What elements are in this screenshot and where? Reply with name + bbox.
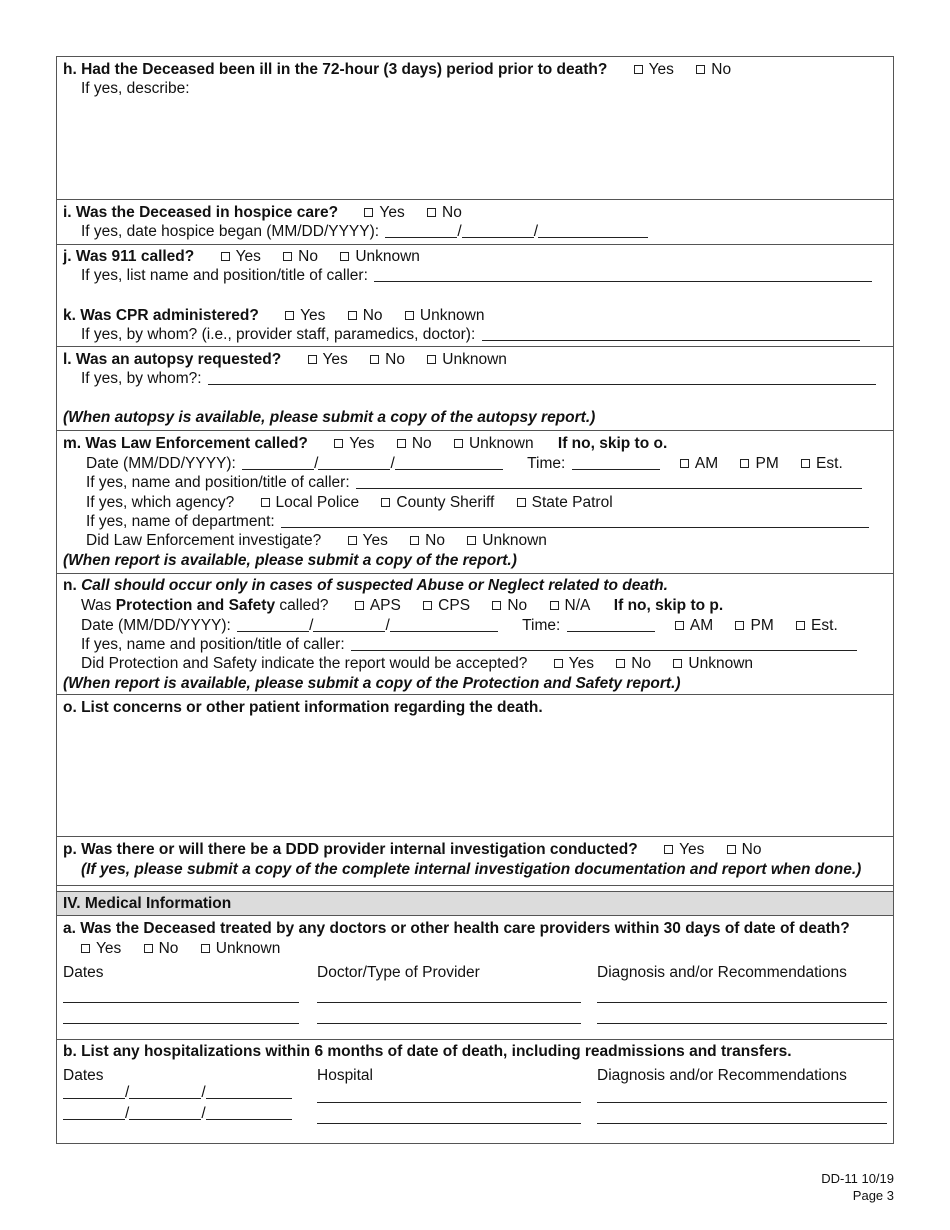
n-heading: Call should occur only in cases of suspected Abuse or Neglect related to death. <box>81 577 668 594</box>
n-am-checkbox[interactable] <box>675 621 684 630</box>
p-no-checkbox[interactable] <box>727 845 736 854</box>
m-am-option[interactable]: AM <box>680 455 718 472</box>
m-state-patrol-checkbox[interactable] <box>517 498 526 507</box>
medical-a-unknown-option[interactable]: Unknown <box>201 940 281 957</box>
h-no-option[interactable]: No <box>696 61 731 78</box>
p-yes-option[interactable]: Yes <box>664 841 704 858</box>
n-est-checkbox[interactable] <box>796 621 805 630</box>
l-follow-up: If yes, by whom?: <box>81 370 202 387</box>
m-investigate-unknown-option[interactable]: Unknown <box>467 532 547 549</box>
h-follow-up: If yes, describe: <box>81 80 190 97</box>
l-unknown-option[interactable]: Unknown <box>427 351 507 368</box>
medical-b-row2-diagnosis-field[interactable] <box>597 1109 887 1124</box>
l-note: (When autopsy is available, please submit a copy of the autopsy report.) <box>63 409 596 426</box>
i-date-month-field[interactable] <box>385 223 457 238</box>
section-p <box>57 837 893 886</box>
medical-a-section <box>57 916 893 1040</box>
j-unknown-option[interactable]: Unknown <box>340 248 420 265</box>
m-yes-option[interactable]: Yes <box>334 435 374 452</box>
medical-a-col-dates: Dates <box>63 964 104 981</box>
m-investigate-label: Did Law Enforcement investigate? <box>86 532 322 549</box>
medical-a-col-doctor: Doctor/Type of Provider <box>317 964 480 981</box>
m-unknown-checkbox[interactable] <box>454 439 463 448</box>
m-department-field[interactable] <box>281 513 869 528</box>
n-aps-checkbox[interactable] <box>355 601 364 610</box>
n-cps-option[interactable]: CPS <box>423 597 470 614</box>
medical-b-row1-diagnosis-field[interactable] <box>597 1088 887 1103</box>
n-prefix: n. <box>63 577 77 594</box>
m-yes-checkbox[interactable] <box>334 439 343 448</box>
medical-a-no-checkbox[interactable] <box>144 944 153 953</box>
n-pm-checkbox[interactable] <box>735 621 744 630</box>
n-accepted-label: Did Protection and Safety indicate the report would be accepted? <box>81 655 528 672</box>
n-time-field[interactable] <box>567 617 655 632</box>
medical-a-row1-dates-field[interactable] <box>63 988 299 1003</box>
m-investigate-no-option[interactable]: No <box>410 532 445 549</box>
p-question: p. Was there or will there be a DDD provider internal investigation conducted? <box>63 841 638 858</box>
i-date-day-field[interactable] <box>462 223 534 238</box>
k-follow-up: If yes, by whom? (i.e., provider staff, paramedics, doctor): <box>81 326 476 343</box>
l-yes-checkbox[interactable] <box>308 355 317 364</box>
medical-b-col-hospital: Hospital <box>317 1067 373 1084</box>
m-pm-checkbox[interactable] <box>740 459 749 468</box>
m-date-day-field[interactable] <box>318 455 390 470</box>
j-unknown-checkbox[interactable] <box>340 252 349 261</box>
m-pm-option[interactable]: PM <box>740 455 778 472</box>
n-called: called? <box>279 597 329 614</box>
medical-b-section <box>57 1040 893 1144</box>
p-note: (If yes, please submit a copy of the complete internal investigation documentation and report when done.) <box>81 861 862 878</box>
m-date-label: Date (MM/DD/YYYY): <box>86 455 236 472</box>
medical-b-row1-hospital-field[interactable] <box>317 1088 581 1103</box>
m-question: m. Was Law Enforcement called? <box>63 435 308 452</box>
m-department-label: If yes, name of department: <box>86 513 275 530</box>
n-pm-option[interactable]: PM <box>735 617 773 634</box>
medical-b-col-dates: Dates <box>63 1067 104 1084</box>
i-follow-up: If yes, date hospice began (MM/DD/YYYY): <box>81 223 380 240</box>
medical-a-unknown-checkbox[interactable] <box>201 944 210 953</box>
j-no-option[interactable]: No <box>283 248 318 265</box>
n-time-label: Time: <box>522 617 561 634</box>
i-yes-option[interactable]: Yes <box>364 204 404 221</box>
k-unknown-checkbox[interactable] <box>405 311 414 320</box>
k-question: k. Was CPR administered? <box>63 307 259 324</box>
medical-b-row2-dates-field[interactable]: / / <box>63 1105 292 1123</box>
page-number: Page 3 <box>852 1188 894 1203</box>
m-am-checkbox[interactable] <box>680 459 689 468</box>
section-m: m. Was Law Enforcement called? Yes No Unknown If no, skip to o. Date (MM/DD/YYYY): / / Time: AM PM Est. If yes, name and position/title of caller: If yes, which agency? Local Police County Sheriff State Patrol If yes, name of department: Did Law Enforcement investigate? Yes No Unknown (When report is available, please submit a copy of the report.) <box>57 431 893 574</box>
medical-a-col-diagnosis: Diagnosis and/or Recommendations <box>597 964 847 981</box>
medical-b-question: b. List any hospitalizations within 6 months of date of death, including readmissions and transfers. <box>63 1043 792 1060</box>
m-time-label: Time: <box>527 455 566 472</box>
m-local-police-checkbox[interactable] <box>261 498 270 507</box>
medical-a-no-option[interactable]: No <box>144 940 179 957</box>
section-h <box>57 57 893 200</box>
medical-a-row2-doctor-field[interactable] <box>317 1009 581 1024</box>
n-date-day-field[interactable] <box>313 617 385 632</box>
section-n: n. Call should occur only in cases of suspected Abuse or Neglect related to death. Was Protection and Safety called? APS CPS No N/A If no, skip to p. Date (MM/DD/YYYY): / / Time: AM PM Est. If yes, name and position/title of caller: Did Protection and Safety indicate the report would be accepted? Yes No Unknown (When report is available, please submit a copy of the Protection and Safety report.) <box>57 574 893 695</box>
j-question: j. Was 911 called? <box>63 248 195 265</box>
medical-a-row2-dates-field[interactable] <box>63 1009 299 1024</box>
n-skip: If no, skip to p. <box>613 597 724 614</box>
m-unknown-option[interactable]: Unknown <box>454 435 534 452</box>
m-investigate-no-checkbox[interactable] <box>410 536 419 545</box>
k-no-checkbox[interactable] <box>348 311 357 320</box>
k-yes-checkbox[interactable] <box>285 311 294 320</box>
h-describe-area[interactable] <box>63 101 883 193</box>
o-concerns-area[interactable] <box>63 721 883 831</box>
n-est-option[interactable]: Est. <box>796 617 838 634</box>
m-county-sheriff-option[interactable]: County Sheriff <box>381 494 494 511</box>
i-no-option[interactable]: No <box>427 204 462 221</box>
death-report-form <box>56 56 894 1144</box>
k-whom-field[interactable] <box>482 326 860 341</box>
n-caller-label: If yes, name and position/title of caller: <box>81 636 345 653</box>
n-am-option[interactable]: AM <box>675 617 713 634</box>
n-accepted-no-checkbox[interactable] <box>616 659 625 668</box>
medical-b-row1-dates-field[interactable]: / / <box>63 1084 292 1102</box>
m-no-checkbox[interactable] <box>397 439 406 448</box>
medical-a-yes-checkbox[interactable] <box>81 944 90 953</box>
n-accepted-yes-checkbox[interactable] <box>554 659 563 668</box>
medical-b-row2-hospital-field[interactable] <box>317 1109 581 1124</box>
n-date-year-field[interactable] <box>390 617 498 632</box>
medical-a-question: a. Was the Deceased treated by any doctors or other health care providers within 30 days of date of death? <box>63 920 850 937</box>
o-question: o. List concerns or other patient information regarding the death. <box>63 699 543 716</box>
m-investigate-yes-option[interactable]: Yes <box>348 532 388 549</box>
k-no-option[interactable]: No <box>348 307 383 324</box>
m-no-option[interactable]: No <box>397 435 432 452</box>
m-state-patrol-option[interactable]: State Patrol <box>517 494 613 511</box>
l-yes-option[interactable]: Yes <box>308 351 348 368</box>
m-caller-field[interactable] <box>356 474 862 489</box>
m-date-year-field[interactable] <box>395 455 503 470</box>
p-yes-checkbox[interactable] <box>664 845 673 854</box>
n-ps: Protection and Safety <box>115 597 276 614</box>
l-no-checkbox[interactable] <box>370 355 379 364</box>
i-yes-checkbox[interactable] <box>364 208 373 217</box>
page-footer <box>821 1170 894 1204</box>
i-question: i. Was the Deceased in hospice care? <box>63 204 339 221</box>
l-whom-field[interactable] <box>208 370 876 385</box>
j-no-checkbox[interactable] <box>283 252 292 261</box>
m-agency-label: If yes, which agency? <box>86 494 235 511</box>
m-note: (When report is available, please submit a copy of the report.) <box>63 552 517 569</box>
l-question: l. Was an autopsy requested? <box>63 351 282 368</box>
j-follow-up: If yes, list name and position/title of caller: <box>81 267 368 284</box>
k-yes-option[interactable]: Yes <box>285 307 325 324</box>
n-no-checkbox[interactable] <box>492 601 501 610</box>
medical-a-row1-diagnosis-field[interactable] <box>597 988 887 1003</box>
medical-a-row2-diagnosis-field[interactable] <box>597 1009 887 1024</box>
n-date-label: Date (MM/DD/YYYY): <box>81 617 231 634</box>
l-unknown-checkbox[interactable] <box>427 355 436 364</box>
n-na-checkbox[interactable] <box>550 601 559 610</box>
h-yes-option[interactable]: Yes <box>634 61 674 78</box>
l-no-option[interactable]: No <box>370 351 405 368</box>
m-est-option[interactable]: Est. <box>801 455 843 472</box>
n-note: (When report is available, please submit a copy of the Protection and Safety report.) <box>63 675 681 692</box>
m-county-sheriff-checkbox[interactable] <box>381 498 390 507</box>
medical-a-row1-doctor-field[interactable] <box>317 988 581 1003</box>
form-id: DD-11 10/19 <box>821 1171 894 1186</box>
medical-b-col-diagnosis: Diagnosis and/or Recommendations <box>597 1067 847 1084</box>
n-na-option[interactable]: N/A <box>550 597 590 614</box>
m-time-field[interactable] <box>572 455 660 470</box>
i-no-checkbox[interactable] <box>427 208 436 217</box>
h-options <box>634 61 731 78</box>
h-no-checkbox[interactable] <box>696 65 705 74</box>
section-i: i. Was the Deceased in hospice care? Yes No If yes, date hospice began (MM/DD/YYYY): / / <box>57 200 893 245</box>
m-caller-label: If yes, name and position/title of caller: <box>86 474 350 491</box>
n-aps-option[interactable]: APS <box>355 597 401 614</box>
n-no-option[interactable]: No <box>492 597 527 614</box>
k-unknown-option[interactable]: Unknown <box>405 307 485 324</box>
n-date-month-field[interactable] <box>237 617 309 632</box>
medical-header-title: IV. Medical Information <box>63 895 232 912</box>
n-accepted-unknown-option[interactable]: Unknown <box>673 655 753 672</box>
j-caller-field[interactable] <box>374 267 872 282</box>
n-accepted-yes-option[interactable]: Yes <box>554 655 594 672</box>
m-investigate-yes-checkbox[interactable] <box>348 536 357 545</box>
n-accepted-no-option[interactable]: No <box>616 655 651 672</box>
medical-section-header <box>57 892 893 916</box>
m-local-police-option[interactable]: Local Police <box>261 494 360 511</box>
j-yes-checkbox[interactable] <box>221 252 230 261</box>
p-no-option[interactable]: No <box>727 841 762 858</box>
i-date-year-field[interactable] <box>538 223 648 238</box>
m-date-month-field[interactable] <box>242 455 314 470</box>
section-l <box>57 347 893 431</box>
j-yes-option[interactable]: Yes <box>221 248 261 265</box>
h-yes-checkbox[interactable] <box>634 65 643 74</box>
n-accepted-unknown-checkbox[interactable] <box>673 659 682 668</box>
medical-a-yes-option[interactable]: Yes <box>81 940 121 957</box>
n-was: Was <box>81 597 112 614</box>
n-caller-field[interactable] <box>351 636 857 651</box>
m-est-checkbox[interactable] <box>801 459 810 468</box>
section-j-k <box>57 245 893 347</box>
m-investigate-unknown-checkbox[interactable] <box>467 536 476 545</box>
m-skip: If no, skip to o. <box>557 435 668 452</box>
h-question: h. Had the Deceased been ill in the 72-hour (3 days) period prior to death? <box>63 61 608 78</box>
section-o <box>57 695 893 837</box>
n-cps-checkbox[interactable] <box>423 601 432 610</box>
